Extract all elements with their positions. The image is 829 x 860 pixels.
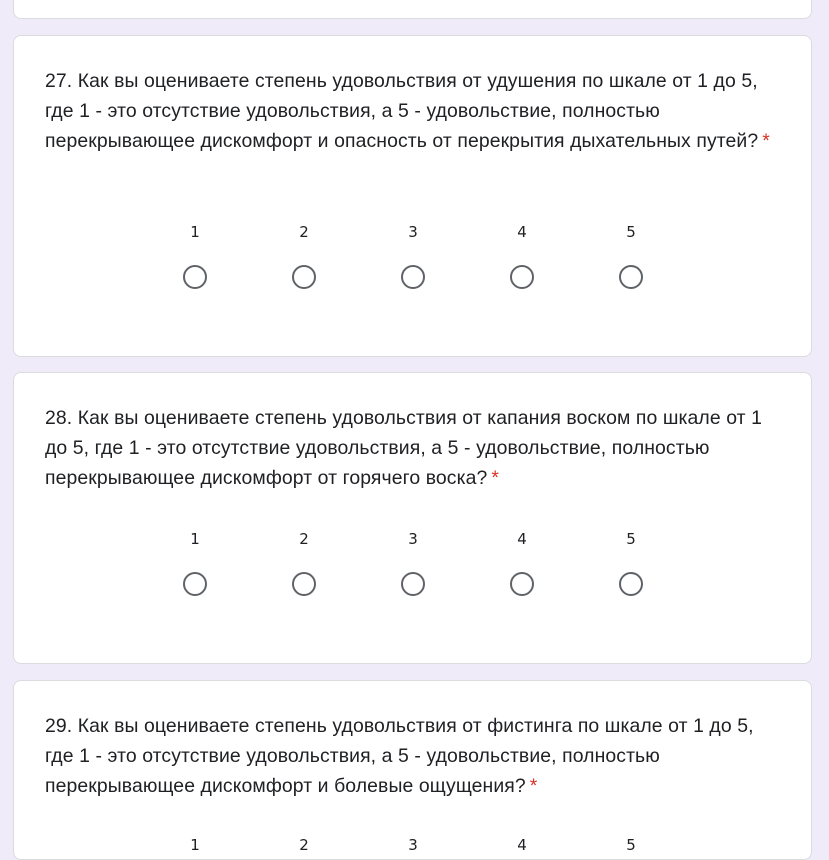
radio-option-2[interactable] [292, 572, 316, 596]
radio-option-1[interactable] [183, 265, 207, 289]
question-text: 28. Как вы оцениваете степень удовольствия от капания воском по шкале от 1 до 5, где 1 - это отсутствие удовольствия, а 5 - удовольствие, полностью перекрывающее дискомфорт от горячего воска? [45, 407, 763, 489]
scale-label-4: 4 [517, 530, 527, 548]
scale-label-2: 2 [299, 223, 309, 241]
radio-option-4[interactable] [510, 265, 534, 289]
required-asterisk: * [529, 775, 538, 797]
question-card-29 [13, 680, 812, 860]
previous-question-card [13, 0, 812, 19]
scale-label-2: 2 [299, 836, 309, 854]
question-title [45, 403, 785, 493]
scale-label-3: 3 [408, 530, 418, 548]
scale-label-3: 3 [408, 836, 418, 854]
radio-option-3[interactable] [401, 265, 425, 289]
scale-label-1: 1 [190, 223, 200, 241]
radio-option-3[interactable] [401, 572, 425, 596]
scale-label-4: 4 [517, 223, 527, 241]
scale-label-5: 5 [626, 836, 636, 854]
required-asterisk: * [762, 130, 770, 152]
question-card-28 [13, 372, 812, 664]
question-card-27 [13, 35, 812, 357]
scale-label-5: 5 [626, 223, 636, 241]
required-asterisk: * [491, 467, 500, 489]
scale-label-2: 2 [299, 530, 309, 548]
radio-option-5[interactable] [619, 265, 643, 289]
radio-option-2[interactable] [292, 265, 316, 289]
scale-label-4: 4 [517, 836, 527, 854]
question-text: 29. Как вы оцениваете степень удовольствия от фистинга по шкале от 1 до 5, где 1 - это отсутствие удовольствия, а 5 - удовольствие, полностью перекрывающее дискомфорт и болевые ощущения? [45, 715, 754, 797]
scale-label-5: 5 [626, 530, 636, 548]
radio-option-1[interactable] [183, 572, 207, 596]
radio-option-4[interactable] [510, 572, 534, 596]
scale-label-3: 3 [408, 223, 418, 241]
question-text: 27. Как вы оцениваете степень удовольствия от удушения по шкале от 1 до 5, где 1 - это отсутствие удовольствия, а 5 - удовольствие, полностью перекрывающее дискомфорт и опасность от перекрытия дыхательных путей? [45, 70, 759, 152]
scale-label-1: 1 [190, 836, 200, 854]
question-title [45, 711, 785, 801]
question-title [45, 66, 785, 156]
radio-option-5[interactable] [619, 572, 643, 596]
scale-label-1: 1 [190, 530, 200, 548]
